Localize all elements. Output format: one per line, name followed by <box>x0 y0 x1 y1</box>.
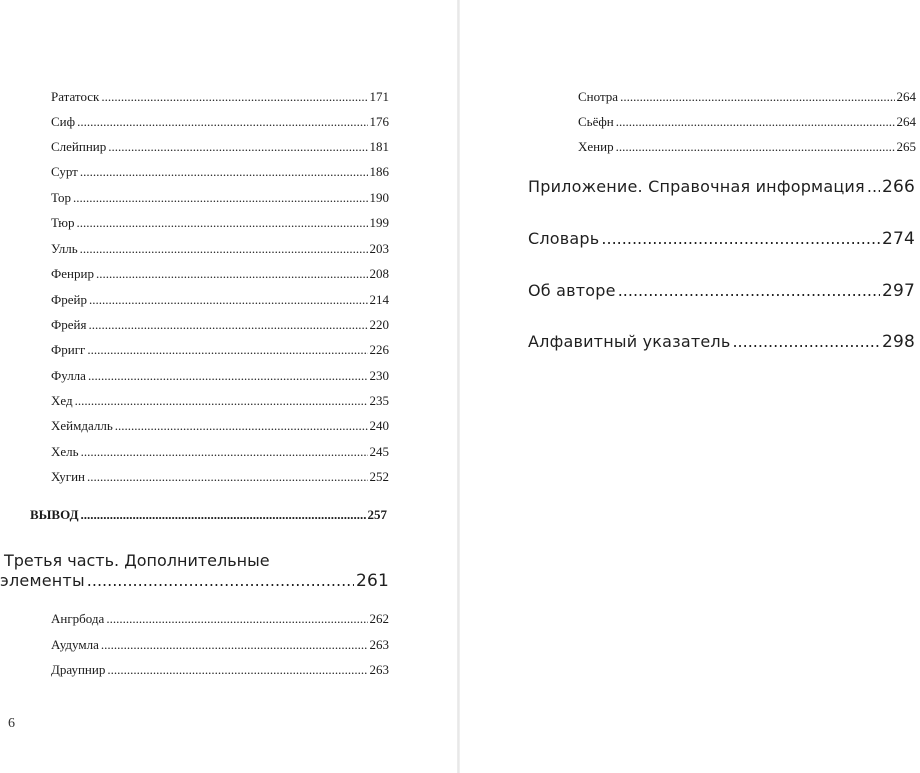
toc-section-page: 274 <box>881 229 915 249</box>
toc-conclusion <box>30 506 387 524</box>
toc-section <box>528 176 915 198</box>
toc-entry-title: Рататоск <box>51 89 100 104</box>
dot-leader <box>87 341 367 359</box>
dot-leader <box>77 214 368 232</box>
toc-entry-title: Хед <box>51 393 73 408</box>
toc-entry-page: 199 <box>369 215 389 230</box>
toc-section-title: Об авторе <box>528 281 616 300</box>
dot-leader <box>106 610 367 628</box>
dot-leader <box>618 280 880 302</box>
toc-entry-page: 262 <box>369 611 389 626</box>
dot-leader <box>616 138 895 156</box>
right-page <box>460 0 920 773</box>
toc-section-title: Приложение. Справочная информация <box>528 177 865 196</box>
dot-leader <box>732 331 879 353</box>
toc-entry <box>51 291 389 309</box>
toc-entry <box>51 138 389 156</box>
toc-entry <box>51 468 389 486</box>
toc-section <box>528 228 915 250</box>
dot-leader <box>96 265 368 283</box>
toc-entry-title: Снотра <box>578 89 619 104</box>
toc-entry <box>51 316 389 334</box>
toc-entry-page: 230 <box>369 368 389 383</box>
toc-entry-page: 203 <box>369 241 389 256</box>
toc-entry-title: Фенрир <box>51 266 94 281</box>
toc-entry-title: Хенир <box>578 139 614 154</box>
toc-entry <box>51 163 389 181</box>
dot-leader <box>87 468 368 486</box>
toc-section-page: 298 <box>881 332 915 352</box>
toc-entry-page: 220 <box>369 317 389 332</box>
dot-leader <box>867 176 880 198</box>
toc-entry <box>51 367 389 385</box>
toc-entry-page: 208 <box>369 266 389 281</box>
toc-entry <box>51 443 389 461</box>
toc-entry-page: 245 <box>369 444 389 459</box>
toc-entry-page: 252 <box>369 469 389 484</box>
toc-entry-page: 264 <box>896 114 916 129</box>
toc-entry <box>51 341 389 359</box>
toc-entry-page: 265 <box>896 139 916 154</box>
dot-leader <box>107 661 367 679</box>
dot-leader <box>616 113 895 131</box>
dot-leader <box>73 189 368 207</box>
toc-conclusion-page: 257 <box>367 507 387 522</box>
dot-leader <box>80 240 368 258</box>
toc-entry-page: 240 <box>369 418 389 433</box>
dot-leader <box>77 113 367 131</box>
toc-entry-title: Фулла <box>51 368 86 383</box>
toc-entry-title: Фрейр <box>51 292 87 307</box>
toc-entry-title: Сиф <box>51 114 76 129</box>
toc-entry <box>51 417 389 435</box>
toc-entry <box>51 88 389 106</box>
toc-entry <box>51 189 389 207</box>
toc-entry-page: 190 <box>369 190 389 205</box>
toc-entry-title: Фрейя <box>51 317 87 332</box>
toc-entry-page: 176 <box>369 114 389 129</box>
toc-entry <box>51 240 389 258</box>
toc-section <box>528 331 915 353</box>
dot-leader <box>80 163 368 181</box>
toc-entry <box>51 113 389 131</box>
toc-entry-title: Хугин <box>51 469 85 484</box>
toc-section-title: Словарь <box>528 229 600 248</box>
toc-entry <box>51 610 389 628</box>
toc-conclusion-title: ВЫВОД <box>30 507 79 522</box>
toc-entry-page: 226 <box>369 342 389 357</box>
dot-leader <box>81 506 366 524</box>
dot-leader <box>108 138 367 156</box>
toc-entry-page: 264 <box>896 89 916 104</box>
toc-entry <box>578 88 916 106</box>
left-page <box>0 0 458 773</box>
toc-entry <box>51 661 389 679</box>
toc-entry-title: Слейпнир <box>51 139 107 154</box>
toc-entry-title: Улль <box>51 241 78 256</box>
part-three-page: 261 <box>355 571 389 591</box>
dot-leader <box>620 88 894 106</box>
toc-entry-page: 235 <box>369 393 389 408</box>
toc-entry-title: Тор <box>51 190 71 205</box>
toc-section-page: 266 <box>881 177 915 197</box>
toc-entry-title: Сьёфн <box>578 114 614 129</box>
toc-part-three <box>0 570 389 592</box>
toc-entry-title: Ангрбода <box>51 611 105 626</box>
dot-leader <box>88 316 367 334</box>
toc-entry <box>51 214 389 232</box>
toc-entry-title: Фригг <box>51 342 86 357</box>
toc-entry <box>578 113 916 131</box>
dot-leader <box>89 291 368 309</box>
toc-entry-title: Драупнир <box>51 662 106 677</box>
toc-entry-page: 181 <box>369 139 389 154</box>
dot-leader <box>115 417 368 435</box>
toc-entry <box>51 636 389 654</box>
part-three-title-line1: Третья часть. Дополнительные <box>4 551 270 570</box>
dot-leader <box>75 392 368 410</box>
toc-entry-page: 263 <box>369 637 389 652</box>
dot-leader <box>88 367 368 385</box>
toc-section <box>528 280 915 302</box>
toc-entry <box>51 392 389 410</box>
toc-entry-title: Хель <box>51 444 79 459</box>
dot-leader <box>601 228 880 250</box>
toc-entry-title: Хеймдалль <box>51 418 113 433</box>
toc-entry-page: 186 <box>369 164 389 179</box>
toc-entry <box>578 138 916 156</box>
toc-entry-page: 263 <box>369 662 389 677</box>
page-number: 6 <box>8 716 15 731</box>
toc-entry-title: Сурт <box>51 164 78 179</box>
toc-entry-page: 171 <box>369 89 389 104</box>
toc-entry-page: 214 <box>369 292 389 307</box>
toc-entry-title: Тюр <box>51 215 75 230</box>
dot-leader <box>87 570 354 592</box>
toc-entry-title: Аудумла <box>51 637 99 652</box>
dot-leader <box>81 443 368 461</box>
dot-leader <box>101 636 368 654</box>
dot-leader <box>101 88 367 106</box>
toc-section-title: Алфавитный указатель <box>528 332 731 351</box>
toc-entry <box>51 265 389 283</box>
toc-section-page: 297 <box>881 281 915 301</box>
part-three-title-line2: элементы <box>0 571 85 590</box>
